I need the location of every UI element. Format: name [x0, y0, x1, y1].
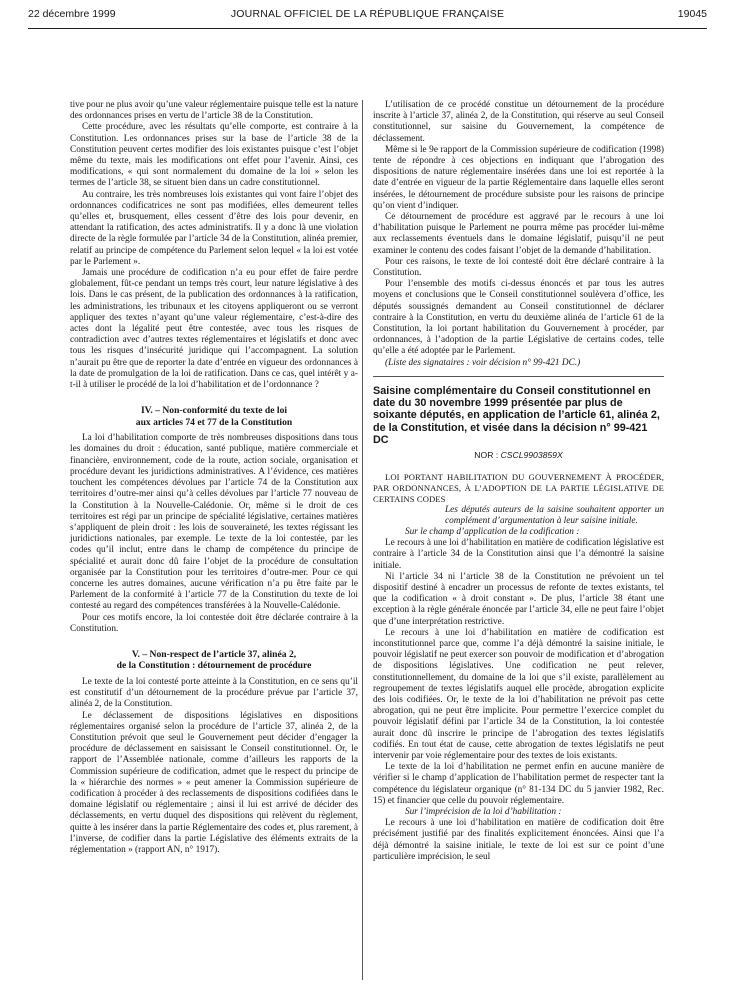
section-iv-heading: [70, 405, 358, 428]
header-rule: [28, 28, 707, 29]
header-page-number: 19045: [677, 8, 707, 20]
law-title: LOI PORTANT HABILITATION DU GOUVERNEMENT À PROCÉDER, PAR ORDONNANCES, À L’ADOPTION DE LA PARTIE LÉGISLATIVE DE CERTAINS CODES: [373, 471, 664, 504]
right-paragraph-1: L’utilisation de ce procédé constitue un détournement de la procédure inscrite à l’article 37, alinéa 2, de la Constitution, qui réserve au seul Conseil constitutionnel, sur saisine du Gouvernement, la compétence de déclassement.: [373, 100, 664, 144]
right-paragraph-2: Même si le 9e rapport de la Commission supérieure de codification (1998) tente de répondre à ces objections en indiquant que l’abrogation des dispositions de nature réglementaire insérées dans une loi est reportée à la date d’entrée en vigueur de la partie Réglementaire dans laquelle elles seront insérées, le détournement de procédure subsiste pour les raisons de principe qu’on vient d’indiquer.: [373, 144, 664, 211]
section-v-heading: [70, 649, 358, 672]
column-divider: [362, 100, 363, 980]
subheading-champ: Sur le champ d’application de la codification :: [405, 526, 580, 537]
header-title: JOURNAL OFFICIEL DE LA RÉPUBLIQUE FRANÇAISE: [230, 8, 505, 20]
section-v-line-1: V. – Non-respect de l’article 37, alinéa 2,: [131, 648, 297, 660]
right-paragraph-9: Le recours à une loi d’habilitation en matière de codification est inconstitutionnel parce que, comme l’a déjà démontré la saisine initiale, le pouvoir législatif ne peut exercer son pouvoir de modification et d’abrogation de dispositions législatives. Une codification ne peut relever, constitutionnellement, du domaine de la loi que s’il existe, parallèlement au regroupement de textes législatifs auquel elle procède, abrogation explicite des lois codifiées. Or, le texte de la loi d’habilitation ne prévoit pas cette abrogation, qui ne peut être implicite. Pour permettre l’exercice complet du pouvoir législatif défini par l’article 34 de la Constitution, la loi contestée aurait donc dû inscrire le principe de l’abrogation des textes législatifs codifiés. En tout état de cause, cette abrogation de textes législatifs ne peut intervenir par voie réglementaire pour des textes de lois existants.: [373, 627, 664, 762]
signatories-note: (Liste des signataires : voir décision n° 99-421 DC.): [385, 357, 581, 368]
section-iv-line-2: aux articles 74 et 77 de la Constitution: [135, 416, 293, 428]
section-separator: [373, 376, 664, 377]
left-paragraph-5: La loi d’habilitation comporte de très nombreuses dispositions dans tous les domaines du droit : éducation, santé publique, matière commerciale et financière, environnement, code de la route, action sociale, organisation et procédure devant les juridictions administratives. A l’évidence, ces matières touchent les compétences dévolues par l’article 74 de la Constitution aux territoires d’outre-mer ainsi qu’à celles dévolues par l’article 77 nouveau de la Constitution à la Nouvelle-Calédonie. Or, même si le droit de ces territoires est régi par un principe de spécialité législative, certaines matières s’appliquent de plein droit : les lois de souveraineté, les textes régissant les juridictions nationales, par exemple. Le texte de la loi contestée, par les codes qu’il inclut, entre dans le champ de compétence du principe de spécialité et aurait donc dû faire l’objet de la procédure de consultation organisée par la Constitution pour les territoires d’outre-mer. Pour ce qui concerne les autres domaines, aucune vérification n’a pu être faite par le Parlement de la conformité à l’article 77 de la Constitution du texte de loi contesté au regard des compétences transférées à la Nouvelle-Calédonie.: [70, 433, 358, 612]
right-column: [373, 100, 664, 863]
saisine-heading: Saisine complémentaire du Conseil constitutionnel en date du 30 novembre 1999 présentée par plus de soixante députés, en application de l’article 61, alinéa 2, de la Constitution, et visée dans la décision n° 99-421 DC: [373, 384, 660, 447]
saisine-subtitle: Les députés auteurs de la saisine souhaitent apporter un complément d’argumentation à leur saisine initiale.: [445, 504, 664, 526]
nor-code: CSCL9903859X: [500, 450, 563, 461]
right-paragraph-8: Ni l’article 34 ni l’article 38 de la Constitution ne prévoient un tel dispositif destiné à encadrer un processus de refonte de textes existants, tel que la codification « à droit constant ». De plus, l’article 38 étant une exception à la règle générale énoncée par l’article 34, elle ne peut faire l’objet que d’une interprétation restrictive.: [373, 571, 664, 627]
right-paragraph-3: Ce détournement de procédure est aggravé par le recours à une loi d’habilitation puisque le Parlement ne pourra même pas procéder lui-même aux reclassements éventuels dans le domaine législatif, puisqu’il ne peut examiner le contenu des codes faisant l’objet de la demande d’habilitation.: [373, 212, 664, 256]
left-paragraph-2: Cette procédure, avec les résultats qu’elle comporte, est contraire à la Constitution. Les ordonnances prises sur la base de l’article 38 de la Constitution peuvent certes modifier des lois existantes puisque c’est l’objet même du texte, mais les modifications ont effet pour l’avenir. Ainsi, ces modifications, « qui sont normalement du domaine de la loi » selon les termes de l’article 38, se situent bien dans un cadre constitutionnel.: [70, 122, 358, 189]
section-v-line-2: de la Constitution : détournement de procédure: [116, 660, 312, 672]
right-paragraph-4: Pour ces raisons, le texte de loi contesté doit être déclaré contraire à la Constitution.: [373, 256, 664, 279]
left-paragraph-1: tive pour ne plus avoir qu’une valeur réglementaire puisque telle est la nature des ordonnances prises en vertu de l’article 38 de la Constitution.: [70, 100, 358, 122]
section-iv-line-1: IV. – Non-conformité du texte de loi: [140, 405, 288, 417]
left-column: [70, 100, 358, 856]
right-paragraph-11: Le recours à une loi d’habilitation en matière de codification doit être précisément justifié par des finalités explicitement énoncées. Ainsi que l’a déjà démontré la saisine initiale, le texte de loi est sur ce point d’une particulière imprécision, le seul: [373, 818, 664, 862]
header-date: 22 décembre 1999: [28, 8, 116, 20]
left-paragraph-7: Le texte de la loi contesté porte atteinte à la Constitution, en ce sens qu’il est constitutif d’un détournement de la procédure prévue par l’article 37, alinéa 2, de la Constitution.: [70, 676, 358, 710]
nor-reference: [373, 450, 664, 461]
left-paragraph-8: Le déclassement de dispositions législatives en dispositions réglementaires organisé selon la procédure de l’article 37, alinéa 2, de la Constitution prévoit que seul le Gouvernement peut décider d’engager la procédure de déclassement en saisissant le Conseil constitutionnel. Or, le rapport de l’Assemblée nationale, comme d’ailleurs les rapports de la Commission supérieure de codification, admet que le respect du principe de la « hiérarchie des normes » « peut amener la Commission supérieure de codification à procéder à des reclassements de dispositions codifiées dans le domaine législatif ou réglementaire ; ainsi il lui est arrivé de décider des déclassements, en vertu duquel des dispositions qui relèvent du règlement, quitte à les insérer dans la partie Réglementaire des codes et, plus rarement, à l’inverse, de codifier dans la partie Législative des éléments extraits de la réglementation » (rapport AN, n° 1917).: [70, 710, 358, 855]
left-paragraph-6: Pour ces motifs encore, la loi contestée doit être déclarée contraire à la Constitution.: [70, 612, 358, 634]
right-paragraph-7: Le recours à une loi d’habilitation en matière de codification législative est contraire à l’article 34 de la Constitution ainsi que l’a démontré la saisine initiale.: [373, 538, 664, 571]
left-paragraph-4: Jamais une procédure de codification n’a eu pour effet de faire perdre globalement, fût-ce pendant un temps très court, leur nature législative à des lois. Dans le cas présent, de la publication des ordonnances à la ratification, les administrations, les tribunaux et les citoyens appliqueront ou se verront appliquer des textes n’ayant qu’une valeur réglementaire, c’est-à-dire des actes dont la légalité peut être contestée, avec tous les risques de contradiction avec d’autres textes réglementaires et législatifs et donc avec tous les risques d’insécurité juridique qui l’accompagnent. La solution n’aurait pu être que de reporter la date d’entrée en vigueur des ordonnances à la date de promulgation de la loi de ratification. Dans ce cas, quel intérêt y a-t-il à utiliser le procédé de la loi d’habilitation et de l’ordonnance ?: [70, 268, 358, 391]
left-paragraph-3: Au contraire, les très nombreuses lois existantes qui vont faire l’objet des ordonnances codificatrices ne sont pas modifiées, elles demeurent telles qu’elles et, brusquement, elles cessent d’être des lois pour devenir, en attendant la ratification, des actes administratifs. Il y a donc là une violation directe de la règle formulée par l’article 34 de la Constitution, alinéa premier, relatif au principe de compétence du Parlement selon lequel « la loi est votée par le Parlement ».: [70, 189, 358, 267]
subheading-imprecision: Sur l’imprécision de la loi d’habilitation :: [405, 807, 562, 818]
page-header: [28, 6, 707, 24]
right-paragraph-5: Pour l’ensemble des motifs ci-dessus énoncés et par tous les autres moyens et conclusions que le Conseil constitutionnel soulèvera d’office, les députés soussignés demandent au Conseil constitutionnel de déclarer contraire à la Constitution, en vertu du deuxième alinéa de l’article 61 de la Constitution, la loi portant habilitation du Gouvernement à procéder, par ordonnances, à l’adoption de la partie Législative de certains codes, telle qu’elle a été adoptée par le Parlement.: [373, 279, 664, 357]
right-paragraph-10: Le texte de la loi d’habilitation ne permet enfin en aucune manière de vérifier si le champ d’application de l’habilitation permet de respecter tant la compétence du législateur organique (n° 81-134 DC du 5 janvier 1982, Rec. 15) et financier que celle du pouvoir réglementaire.: [373, 762, 664, 806]
nor-label: NOR :: [474, 450, 499, 461]
